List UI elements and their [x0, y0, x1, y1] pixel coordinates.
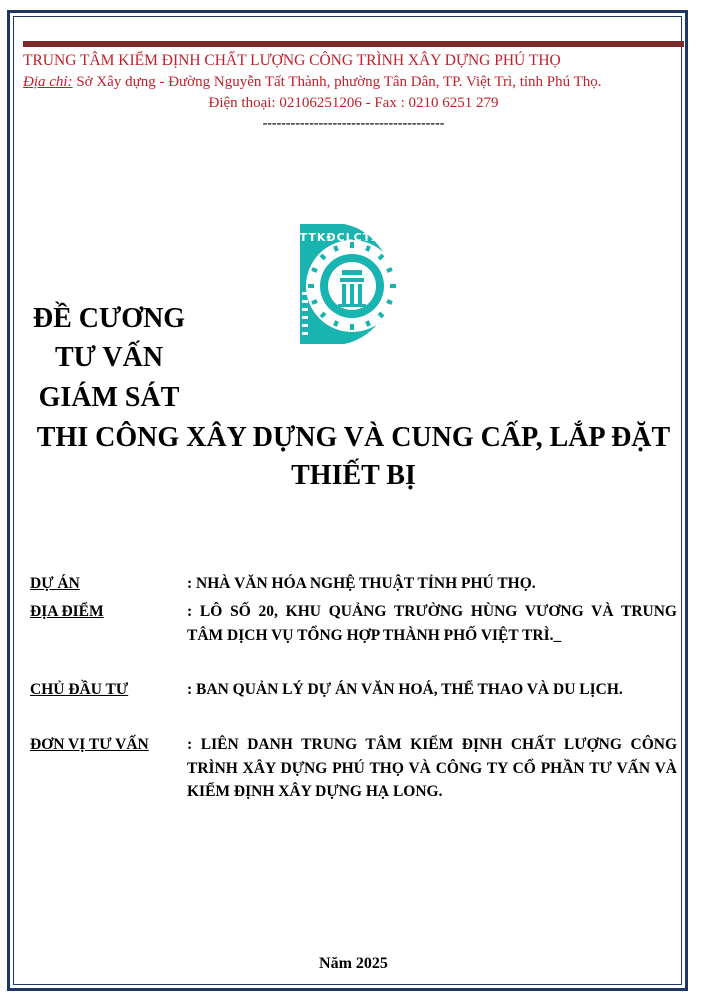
investor-label: CHỦ ĐẦU TƯ: [30, 681, 129, 698]
location-label: ĐỊA ĐIỂM: [30, 603, 104, 620]
title-line-4: THI CÔNG XÂY DỰNG VÀ CUNG CẤP, LẮP ĐẶT: [36, 422, 671, 453]
header-rule: [23, 41, 684, 47]
location-value: : LÔ SỐ 20, KHU QUẢNG TRƯỜNG HÙNG VƯƠNG VÀ TRUNG TÂM DỊCH VỤ TỔNG HỢP THÀNH PHỐ VIỆT TRÌ._: [187, 603, 677, 644]
consultant-label: ĐƠN VỊ TƯ VẤN: [30, 736, 149, 753]
consultant-value: : LIÊN DANH TRUNG TÂM KIỂM ĐỊNH CHẤT LƯỢNG CÔNG TRÌNH XÂY DỰNG PHÚ THỌ VÀ CÔNG TY CỔ PHẦN TƯ VẤN VÀ KIỂM ĐỊNH XÂY DỰNG HẠ LONG.: [187, 736, 677, 800]
title-line-2: TƯ VẤN: [54, 342, 164, 373]
organization-name: TRUNG TÂM KIỂM ĐỊNH CHẤT LƯỢNG CÔNG TRÌNH XÂY DỰNG PHÚ THỌ: [23, 52, 561, 69]
address-text: Sở Xây dựng - Đường Nguyễn Tất Thành, phường Tân Dân, TP. Việt Trì, tỉnh Phú Thọ.: [72, 74, 602, 90]
organization-logo-icon: [296, 222, 414, 346]
title-line-3: GIÁM SÁT: [38, 382, 180, 413]
svg-text:TTKĐCLCTXDPT: TTKĐCLCTXDPT: [299, 231, 409, 244]
organization-phone: Điện thoại: 02106251206 - Fax : 0210 6251 279: [208, 95, 499, 111]
project-label: DỰ ÁN: [30, 575, 80, 592]
page-border-inner: [13, 16, 682, 985]
title-line-1: ĐỀ CƯƠNG: [32, 303, 186, 334]
project-value: : NHÀ VĂN HÓA NGHỆ THUẬT TỈNH PHÚ THỌ.: [187, 575, 536, 592]
investor-value: : BAN QUẢN LÝ DỰ ÁN VĂN HOÁ, THỂ THAO VÀ DU LỊCH.: [187, 681, 623, 698]
document-year: Năm 2025: [319, 955, 388, 972]
address-label: Địa chỉ:: [23, 74, 73, 90]
organization-address: [23, 72, 684, 92]
title-line-5: THIẾT BỊ: [291, 460, 416, 491]
header-divider: ---------------------------------------: [262, 116, 445, 131]
